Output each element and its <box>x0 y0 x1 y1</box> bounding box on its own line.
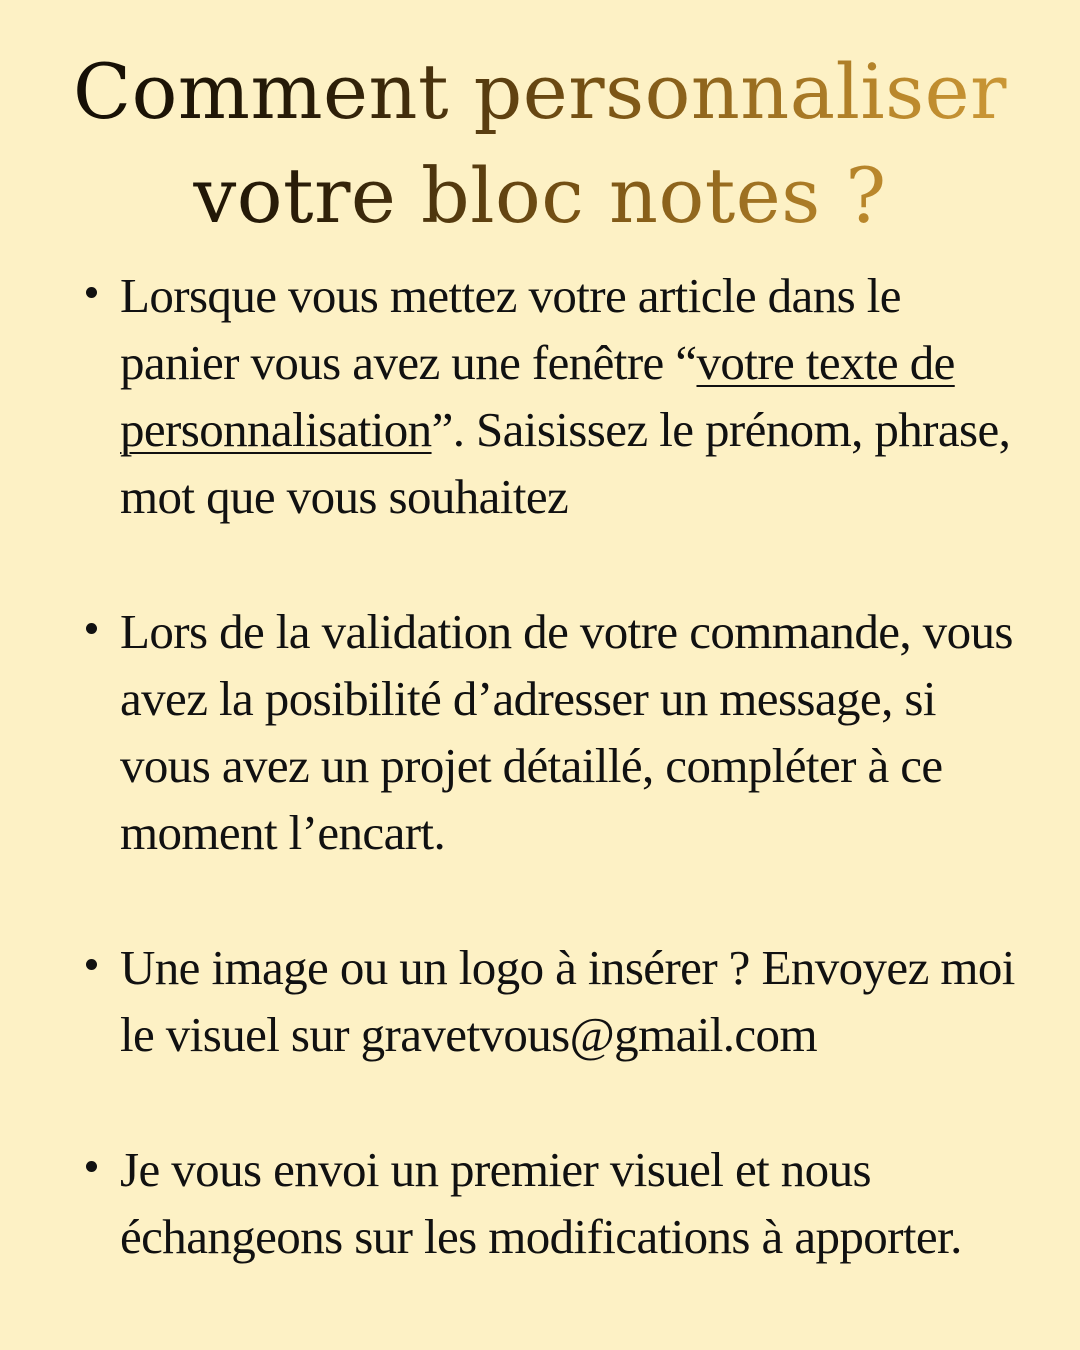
bullet-icon <box>86 959 97 970</box>
list-item <box>84 598 1024 866</box>
item-text: Une image ou un logo à insérer ? Envoyez moi le visuel sur gravetvous@gmail.com <box>120 940 1015 1062</box>
item-text-before: Lorsque vous mettez votre article dans le panier vous avez une fenêtre “ <box>120 268 901 390</box>
title-line-2: votre bloc notes ? <box>193 151 887 240</box>
bullet-icon <box>86 287 97 298</box>
list-item <box>84 262 1024 530</box>
item-text: Je vous envoi un premier visuel et nous échangeons sur les modifications à apporter. <box>120 1142 962 1264</box>
page-title <box>0 40 1080 248</box>
title-line-1: Comment personnaliser <box>72 47 1007 136</box>
personalization-text-link: votre texte de personnalisation <box>120 335 955 457</box>
item-text: Lors de la validation de votre commande, vous avez la posibilité d’adresser un message, si vous avez un projet détaillé, compléter à ce moment l’encart. <box>120 604 1013 860</box>
item-text-after: ”. Saisissez le prénom, phrase, mot que vous souhaitez <box>120 402 1011 524</box>
list-item <box>84 1136 1024 1270</box>
bullet-icon <box>86 623 97 634</box>
list-item <box>84 934 1024 1068</box>
bullet-icon <box>86 1161 97 1172</box>
